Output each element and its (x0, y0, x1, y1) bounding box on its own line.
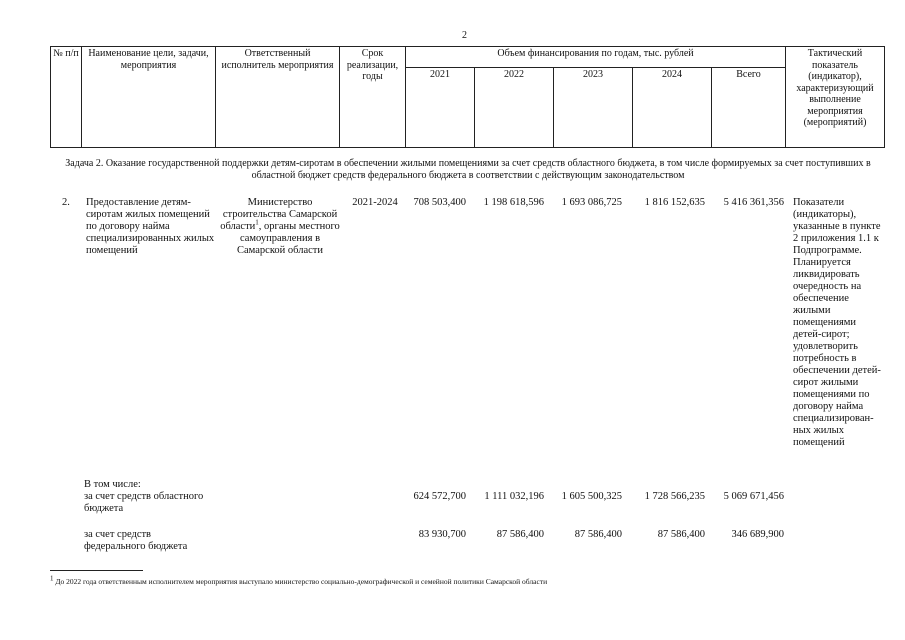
row-responsible (218, 197, 342, 257)
header-financing: Объем финансирования по годам, тыс. рублей (406, 47, 786, 68)
regional-value-2021: 624 572,700 (413, 491, 466, 502)
header-total: Всего (712, 68, 786, 148)
row-name: Предоставление детям-сиротам жилых помещений по договору найма специализированных жилых помещений (86, 197, 215, 256)
row-value-2021: 708 503,400 (413, 197, 466, 208)
regional-value-2023: 1 605 500,325 (561, 491, 622, 502)
row-value-2022: 1 198 618,596 (483, 197, 544, 208)
header-indicator: Тактический показатель (индикатор), характеризующий выполнение мероприятия (мероприятий) (786, 47, 885, 148)
federal-value-2024: 87 586,400 (657, 529, 705, 540)
task-title: Задача 2. Оказание государственной поддержки детям-сиротам в обеспечении жилыми помещениями за счет средств областного бюджета, в том числе формируемых за счет поступивших в областной бюджет средств федерального бюджета в соответствии с действующим законодательством (65, 158, 871, 181)
footnote-divider (50, 570, 143, 571)
responsible-main: Министерство строительства Самарской области (220, 197, 338, 232)
header-year-2021: 2021 (406, 68, 475, 148)
regional-value-2022: 1 111 032,196 (484, 491, 544, 502)
row-value-2023: 1 693 086,725 (561, 197, 622, 208)
row-number: 2. (62, 197, 70, 208)
header-year-2024: 2024 (633, 68, 712, 148)
page-number: 2 (462, 30, 467, 41)
row-indicator: Показатели (индикаторы), указанные в пункте 2 приложения 1.1 к Подпрограмме. Планируется ликвидировать очередность на обеспечение жилыми помещениями детей-сирот; удовлетворить потребность в обеспечении детей-сирот жилыми помещениями по договору найма специализирован-ных жилых помещений (793, 197, 881, 448)
regional-label: за счет средств областного бюджета (84, 491, 204, 514)
header-responsible: Ответственный исполнитель мероприятия (216, 47, 340, 148)
federal-value-2021: 83 930,700 (418, 529, 466, 540)
header-name: Наименование цели, задачи, мероприятия (82, 47, 216, 148)
header-year-2022: 2022 (475, 68, 554, 148)
table-header (50, 46, 885, 148)
federal-value-2023: 87 586,400 (574, 529, 622, 540)
regional-value-2024: 1 728 566,235 (644, 491, 705, 502)
including-label: В том числе: (84, 479, 141, 490)
federal-value-total: 346 689,900 (731, 529, 784, 540)
header-no: № п/п (51, 47, 82, 148)
footnote-mark: 1 (255, 218, 259, 227)
footnote-text: До 2022 года ответственным исполнителем мероприятия выступало министерство социально-демографической и семейной политики Самарской области (53, 577, 548, 586)
header-year-2023: 2023 (554, 68, 633, 148)
row-value-2024: 1 816 152,635 (644, 197, 705, 208)
responsible-rest: , органы местного самоуправления в Самарской области (237, 221, 340, 256)
footnote (50, 574, 548, 586)
row-value-total: 5 416 361,356 (723, 197, 784, 208)
federal-value-2022: 87 586,400 (496, 529, 544, 540)
regional-value-total: 5 069 671,456 (723, 491, 784, 502)
row-term: 2021-2024 (352, 197, 398, 208)
header-term: Срок реализации, годы (340, 47, 406, 148)
footnote-number: 1 (50, 574, 54, 583)
federal-label: за счет средств федерального бюджета (84, 529, 188, 552)
